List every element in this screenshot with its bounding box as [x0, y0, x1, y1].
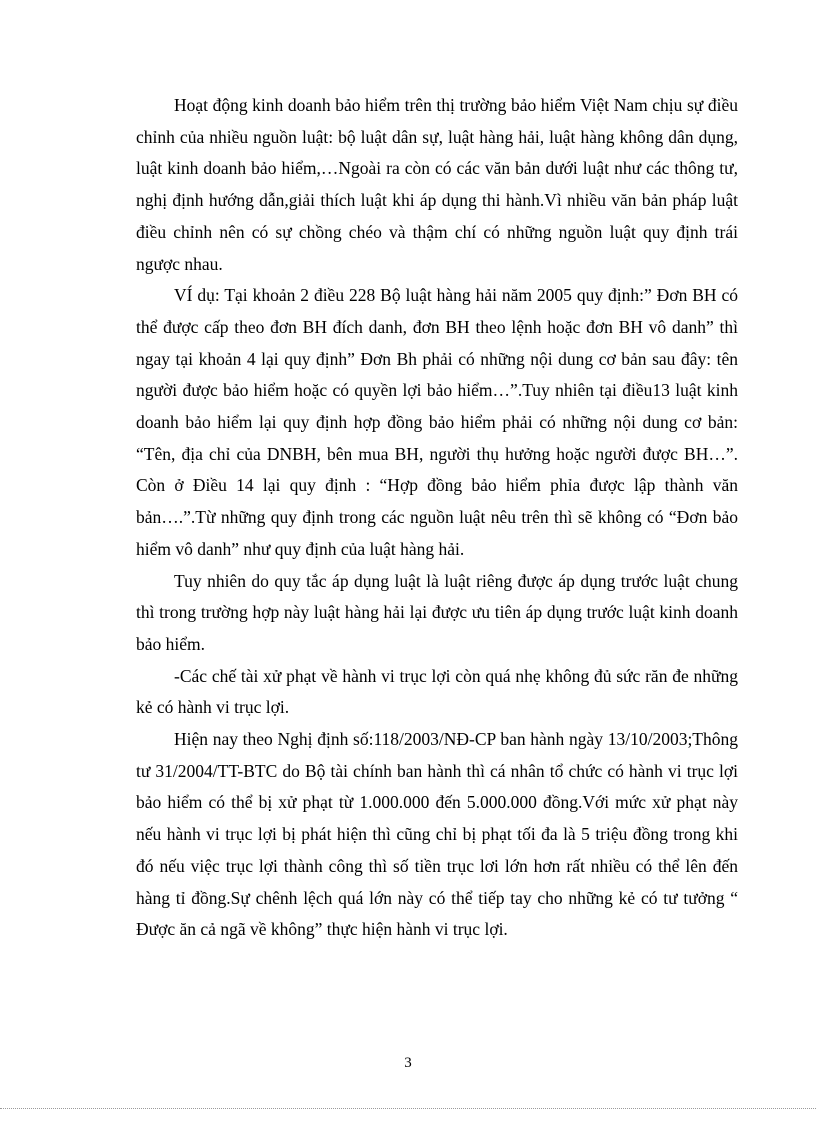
paragraph: -Các chế tài xử phạt về hành vi trục lợi còn quá nhẹ không đủ sức răn đe những kẻ có hành vi trục lợi. [136, 665, 738, 718]
page-bottom-border [0, 1108, 816, 1109]
body-text [136, 90, 738, 946]
paragraph: Hoạt động kinh doanh bảo hiểm trên thị trường bảo hiểm Việt Nam chịu sự điều chỉnh của nhiều nguồn luật: bộ luật dân sự, luật hàng hải, luật hàng không dân dụng, luật kinh doanh bảo hiểm,…Ngoài ra còn có các văn bản dưới luật như các thông tư, nghị định hướng dẫn,giải thích luật khi áp dụng thi hành.Vì nhiều văn bản pháp luật điều chỉnh nên có sự chồng chéo và thậm chí có những nguồn luật quy định trái ngược nhau. [136, 95, 738, 274]
page-number: 3 [404, 1055, 412, 1071]
paragraph: Hiện nay theo Nghị định số:118/2003/NĐ-CP ban hành ngày 13/10/2003;Thông tư 31/2004/TT-BTC do Bộ tài chính ban hành thì cá nhân tổ chức có hành vi trục lợi bảo hiểm có thể bị xử phạt từ 1.000.000 đến 5.000.000 đồng.Với mức xử phạt này nếu hành vi trục lợi bị phát hiện thì cũng chỉ bị phạt tối đa là 5 triệu đồng trong khi đó nếu việc trục lợi thành công thì số tiền trục lơi lớn hơn rất nhiều có thể lên đến hàng tỉ đồng.Sự chênh lệch quá lớn này có thể tiếp tay cho những kẻ có tư tưởng “ Được ăn cả ngã về không” thực hiện hành vi trục lợi. [136, 729, 738, 940]
paragraph: Tuy nhiên do quy tắc áp dụng luật là luật riêng được áp dụng trước luật chung thì trong trường hợp này luật hàng hải lại được ưu tiên áp dụng trước luật kinh doanh bảo hiểm. [136, 570, 738, 654]
paragraph: VÍ dụ: Tại khoản 2 điều 228 Bộ luật hàng hải năm 2005 quy định:” Đơn BH có thể được cấp theo đơn BH đích danh, đơn BH theo lệnh hoặc đơn BH vô danh” thì ngay tại khoản 4 lại quy định” Đơn Bh phải có những nội dung cơ bản sau đây: tên người được bảo hiểm hoặc có quyền lợi bảo hiểm…”.Tuy nhiên tại điều13 luật kinh doanh bảo hiểm lại quy định hợp đồng bảo hiểm phải có những nội dung cơ bản: “Tên, địa chỉ của DNBH, bên mua BH, người thụ hưởng hoặc người được BH…”. Còn ở Điều 14 lại quy định : “Hợp đồng bảo hiểm phỉa được lập thành văn bản….”.Từ những quy định trong các nguồn luật nêu trên thì sẽ không có “Đơn bảo hiểm vô danh” như quy định của luật hàng hải. [136, 285, 738, 559]
